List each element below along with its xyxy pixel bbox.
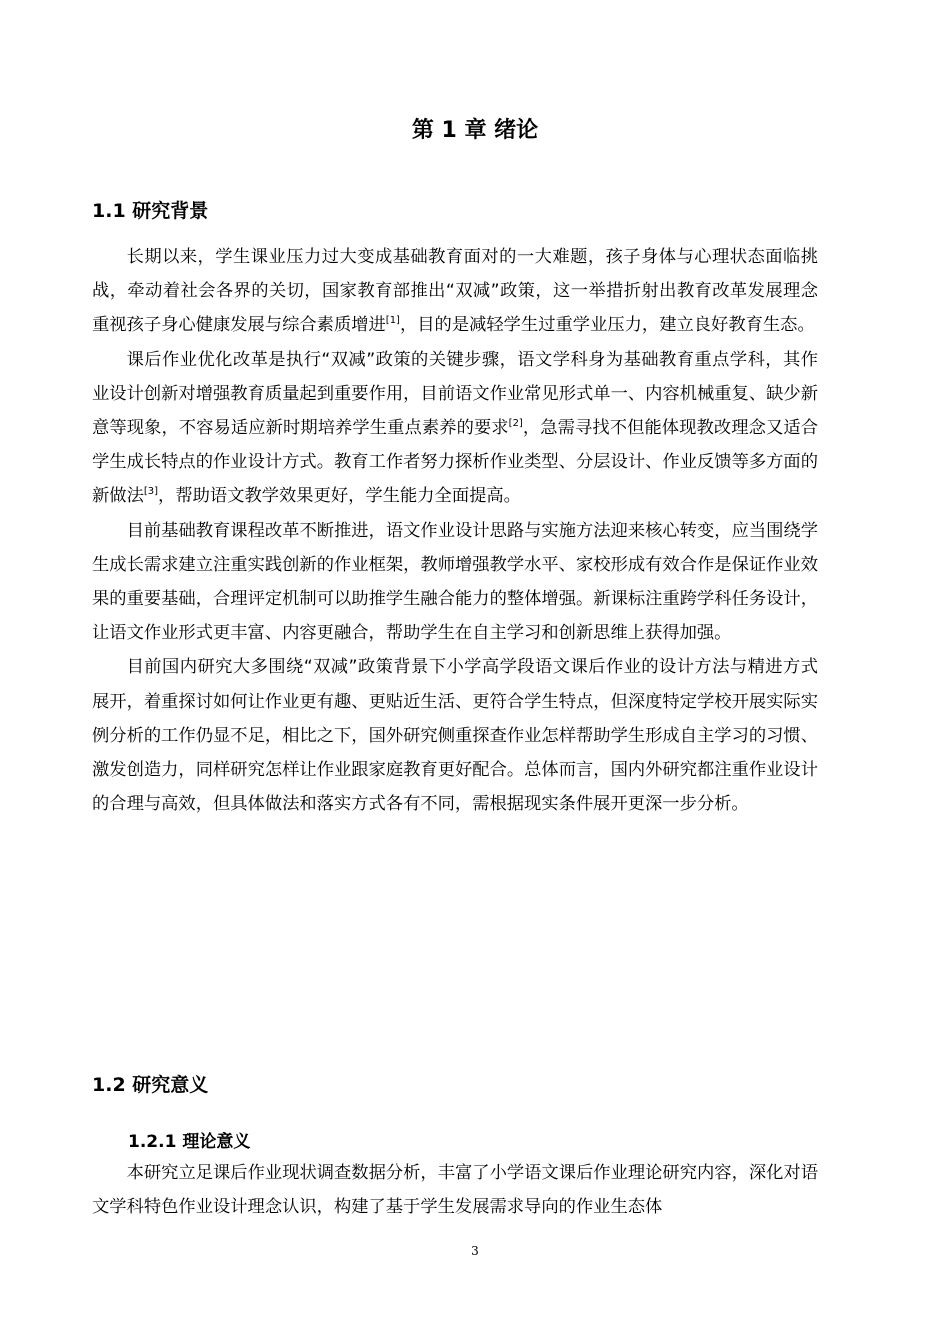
paragraph-text: ，急需寻找不但能体现教改理念又适合学生成长特点的作业设计方式。教育工作者努力探析作业类型、分层设计、作业反馈等多方面的新做法	[92, 418, 818, 507]
paragraph	[92, 240, 818, 343]
section-1-2-1-body	[92, 1156, 818, 1224]
paragraph-text: ，目的是减轻学生过重学业压力，建立良好教育生态。	[399, 315, 815, 336]
section-heading-research-background: 1.1 研究背景	[92, 200, 209, 222]
page-number: 3	[471, 1244, 479, 1258]
paragraph-text: ，帮助语文教学效果更好，学生能力全面提高。	[158, 486, 521, 507]
citation-ref: [3]	[143, 486, 159, 498]
chapter-title: 第 1 章 绪论	[411, 118, 539, 143]
citation-ref: [1]	[385, 315, 400, 327]
paragraph-text: 目前国内研究大多围绕“双减”政策背景下小学高学段语文课后作业的设计方法与精进方式展开，着重探讨如何让作业更有趣、更贴近生活、更符合学生特点，但深度特定学校开展实际实例分析的工作仍显不足，相比之下，国外研究侧重探查作业怎样帮助学生形成自主学习的习惯、激发创造力，同样研究怎样让作业跟家庭教育更好配合。总体而言，国内外研究都注重作业设计的合理与高效，但具体做法和落实方式各有不同，需根据现实条件展开更深一步分析。	[92, 657, 818, 815]
paragraph: 本研究立足课后作业现状调查数据分析，丰富了小学语文课后作业理论研究内容，深化对语文学科特色作业设计理念认识，构建了基于学生发展需求导向的作业生态体	[92, 1163, 818, 1218]
section-heading-research-significance: 1.2 研究意义	[92, 1074, 209, 1096]
section-1-1-body	[92, 240, 818, 821]
paragraph-text: 课后作业优化改革是执行“双减”政策的关键步骤，语文学科身为基础教育重点学科，其作业设计创新对增强教育质量起到重要作用，目前语文作业常见形式单一、内容机械重复、缺少新意等现象，不容易适应新时期培养学生重点素养的要求	[92, 349, 818, 439]
paragraph-text: 目前基础教育课程改革不断推进，语文作业设计思路与实施方法迎来核心转变，应当围绕学生成长需求建立注重实践创新的作业框架，教师增强教学水平、家校形成有效合作是保证作业效果的重要基础，合理评定机制可以助推学生融合能力的整体增强。新课标注重跨学科任务设计，让语文作业形式更丰富、内容更融合，帮助学生在自主学习和创新思维上获得加强。	[92, 520, 818, 644]
subsection-heading-theoretical-significance: 1.2.1 理论意义	[128, 1132, 251, 1152]
paragraph-text: 长期以来，学生课业压力过大变成基础教育面对的一大难题，孩子身体与心理状态面临挑战，牵动着社会各界的关切，国家教育部推出“双减”政策，这一举措折射出教育改革发展理念重视孩子身心健康发展与综合素质增进	[92, 247, 818, 336]
citation-ref: [2]	[508, 418, 523, 430]
paragraph	[92, 514, 818, 651]
paragraph	[92, 650, 818, 821]
paragraph	[92, 343, 818, 514]
